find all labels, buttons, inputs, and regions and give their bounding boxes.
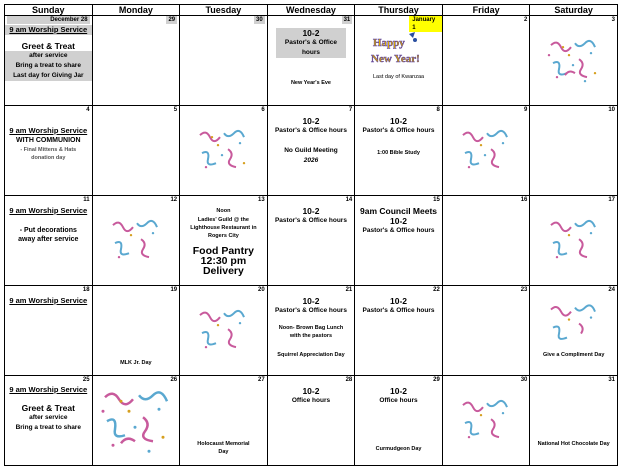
office-time: 10-2 <box>302 386 320 396</box>
day-cell <box>355 106 443 196</box>
mlk-day: MLK Jr. Day <box>120 360 152 366</box>
date-number: 24 <box>608 287 615 293</box>
day-cell <box>180 196 268 286</box>
confetti-streamers-icon <box>545 217 603 270</box>
weekday-saturday: Saturday <box>530 5 618 16</box>
date-number: 11 <box>83 197 90 203</box>
day-cell <box>267 106 355 196</box>
day-cell <box>5 16 93 106</box>
after-service: after service <box>5 51 92 61</box>
week-row <box>5 106 618 196</box>
week-row <box>5 286 618 376</box>
compliment-day: Give a Compliment Day <box>542 352 605 358</box>
office-hours: Pastor's & Office hours <box>284 39 338 56</box>
office-time: 10-2 <box>390 386 408 396</box>
weekday-tuesday: Tuesday <box>180 5 268 16</box>
guild-year: 2026 <box>303 157 319 164</box>
new-years-eve: New Year's Eve <box>290 80 331 86</box>
mittens-hats: - Final Mittens & Hats donation day <box>20 147 77 161</box>
greet-treat: Greet & Treat <box>21 41 75 51</box>
no-guild: No Guild Meeting <box>284 147 338 154</box>
office-hours: Office hours <box>379 397 418 404</box>
week-row <box>5 376 618 466</box>
happy-new-year-graphic <box>369 30 425 70</box>
day-cell <box>267 196 355 286</box>
day-cell <box>92 16 180 106</box>
date-number: 12 <box>170 197 178 203</box>
day-cell <box>355 16 443 106</box>
day-cell <box>355 286 443 376</box>
day-cell <box>92 196 180 286</box>
day-cell <box>5 286 93 376</box>
giving-jar: Last day for Giving Jar <box>5 71 92 81</box>
day-cell <box>267 286 355 376</box>
worship-event: 9 am Worship Service <box>9 385 88 394</box>
hot-chocolate-day: National Hot Chocolate Day <box>537 441 610 447</box>
day-cell <box>5 196 93 286</box>
date-number: 6 <box>261 107 265 113</box>
day-cell <box>530 196 618 286</box>
bring-treat: Bring a treat to share <box>5 61 92 71</box>
date-number: 2 <box>524 17 528 23</box>
day-cell <box>530 106 618 196</box>
day-cell <box>180 106 268 196</box>
office-hours: Pastor's & Office hours <box>362 127 435 134</box>
date-number: 16 <box>520 197 528 203</box>
day-cell <box>442 376 530 466</box>
confetti-streamers-icon <box>194 307 252 360</box>
day-cell <box>267 16 355 106</box>
office-hours: Pastor's & Office hours <box>362 307 435 314</box>
date-number: 29 <box>433 377 440 383</box>
office-time: 10-2 <box>390 116 408 126</box>
day-cell <box>180 286 268 376</box>
date-number: 31 <box>608 377 615 383</box>
confetti-streamers-icon <box>545 37 603 90</box>
date-number: 22 <box>433 287 440 293</box>
date-number: 25 <box>82 377 90 383</box>
date-number: 3 <box>611 17 615 23</box>
date-number: 21 <box>345 287 353 293</box>
office-hours: Pastor's & Office hours <box>362 227 435 234</box>
date-number: 23 <box>520 287 528 293</box>
day-cell <box>180 16 268 106</box>
weekday-sunday: Sunday <box>5 5 93 16</box>
confetti-streamers-icon <box>194 127 252 180</box>
confetti-streamers-icon <box>457 127 515 180</box>
kwanzaa: Last day of Kwanzaa <box>373 74 425 80</box>
greet-treat: Greet & Treat <box>21 403 75 413</box>
bring-treat: Bring a treat to share <box>15 424 81 431</box>
noon: Noon <box>216 208 231 214</box>
week-row <box>5 196 618 286</box>
office-time: 10-2 <box>302 296 320 306</box>
squirrel-day: Squirrel Appreciation Day <box>277 352 345 358</box>
office-time: 10-2 <box>302 28 320 38</box>
day-cell <box>92 286 180 376</box>
worship-event: 9 am Worship Service <box>9 126 88 135</box>
day-cell <box>530 16 618 106</box>
day-cell <box>355 376 443 466</box>
confetti-streamers-icon <box>545 301 603 350</box>
date-number: 30 <box>520 377 528 383</box>
pantry-time: 12:30 pm <box>200 255 247 267</box>
date-number: 28 <box>345 377 353 383</box>
brown-bag: Noon- Brown Bag Lunch with the pastors <box>278 325 344 339</box>
office-time: 10-2 <box>302 206 320 216</box>
curmudgeon-day: Curmudgeon Day <box>375 446 422 452</box>
day-cell <box>92 106 180 196</box>
delivery: Delivery <box>202 265 244 277</box>
day-cell <box>92 376 180 466</box>
office-hours: Pastor's & Office hours <box>274 217 347 224</box>
worship-event: 9 am Worship Service <box>5 25 92 35</box>
date-label: December 28 <box>7 16 90 24</box>
weekday-friday: Friday <box>442 5 530 16</box>
date-number: 13 <box>258 197 265 203</box>
council-meets: 9am Council Meets <box>360 206 438 216</box>
svg-text:New Year!: New Year! <box>371 53 421 65</box>
office-hours: Office hours <box>291 397 331 404</box>
day-cell <box>5 106 93 196</box>
date-number: 20 <box>258 287 265 293</box>
worship-event: 9 am Worship Service <box>9 296 88 305</box>
date-number: 10 <box>608 107 615 113</box>
date-number: January 1 <box>409 16 442 32</box>
date-number: 31 <box>343 17 351 23</box>
day-cell <box>530 286 618 376</box>
date-number: 9 <box>524 107 528 113</box>
date-number: 26 <box>170 377 178 383</box>
weekday-header-row <box>5 5 618 16</box>
date-number: 4 <box>86 107 90 113</box>
put-decorations: - Put decorations away after service <box>18 227 79 243</box>
date-number: 29 <box>168 17 176 23</box>
office-time: 10-2 <box>390 296 408 306</box>
day-cell <box>180 376 268 466</box>
calendar-grid <box>4 4 618 466</box>
holocaust-day: Holocaust Memorial Day <box>197 441 250 455</box>
weekday-thursday: Thursday <box>355 5 443 16</box>
worship-event: 9 am Worship Service <box>9 206 88 215</box>
week-row <box>5 16 618 106</box>
day-cell <box>5 376 93 466</box>
date-number: 15 <box>433 197 440 203</box>
office-hours: Pastor's & Office hours <box>274 127 347 134</box>
ladies-guild: Ladies' Guild @ the Lighthouse Restaurant in Rogers City <box>190 217 257 239</box>
day-cell <box>530 376 618 466</box>
after-service: after service <box>29 414 68 421</box>
office-hours: Pastor's & Office hours <box>274 307 347 314</box>
communion: WITH COMMUNION <box>16 137 81 144</box>
date-number: 7 <box>348 107 353 113</box>
office-time: 10-2 <box>302 116 320 126</box>
confetti-streamers-icon <box>457 397 515 450</box>
bible-study: 1:00 Bible Study <box>377 150 420 156</box>
date-number: 30 <box>256 17 263 23</box>
confetti-streamers-icon <box>107 217 165 270</box>
weekday-monday: Monday <box>92 5 180 16</box>
date-number: 19 <box>170 287 178 293</box>
date-number: 17 <box>608 197 615 203</box>
day-cell <box>267 376 355 466</box>
date-number: 8 <box>436 107 440 113</box>
weekday-wednesday: Wednesday <box>267 5 355 16</box>
date-number: 18 <box>82 287 90 293</box>
svg-text:Happy: Happy <box>373 37 406 49</box>
day-cell <box>355 196 443 286</box>
date-number: 5 <box>173 107 178 113</box>
day-cell <box>442 286 530 376</box>
confetti-streamers-icon <box>99 387 173 462</box>
date-number: 14 <box>345 197 353 203</box>
day-cell <box>442 196 530 286</box>
day-cell <box>442 106 530 196</box>
day-cell <box>442 16 530 106</box>
food-pantry: Food Pantry <box>192 245 255 257</box>
office-time: 10-2 <box>390 216 408 226</box>
date-number: 27 <box>258 377 265 383</box>
